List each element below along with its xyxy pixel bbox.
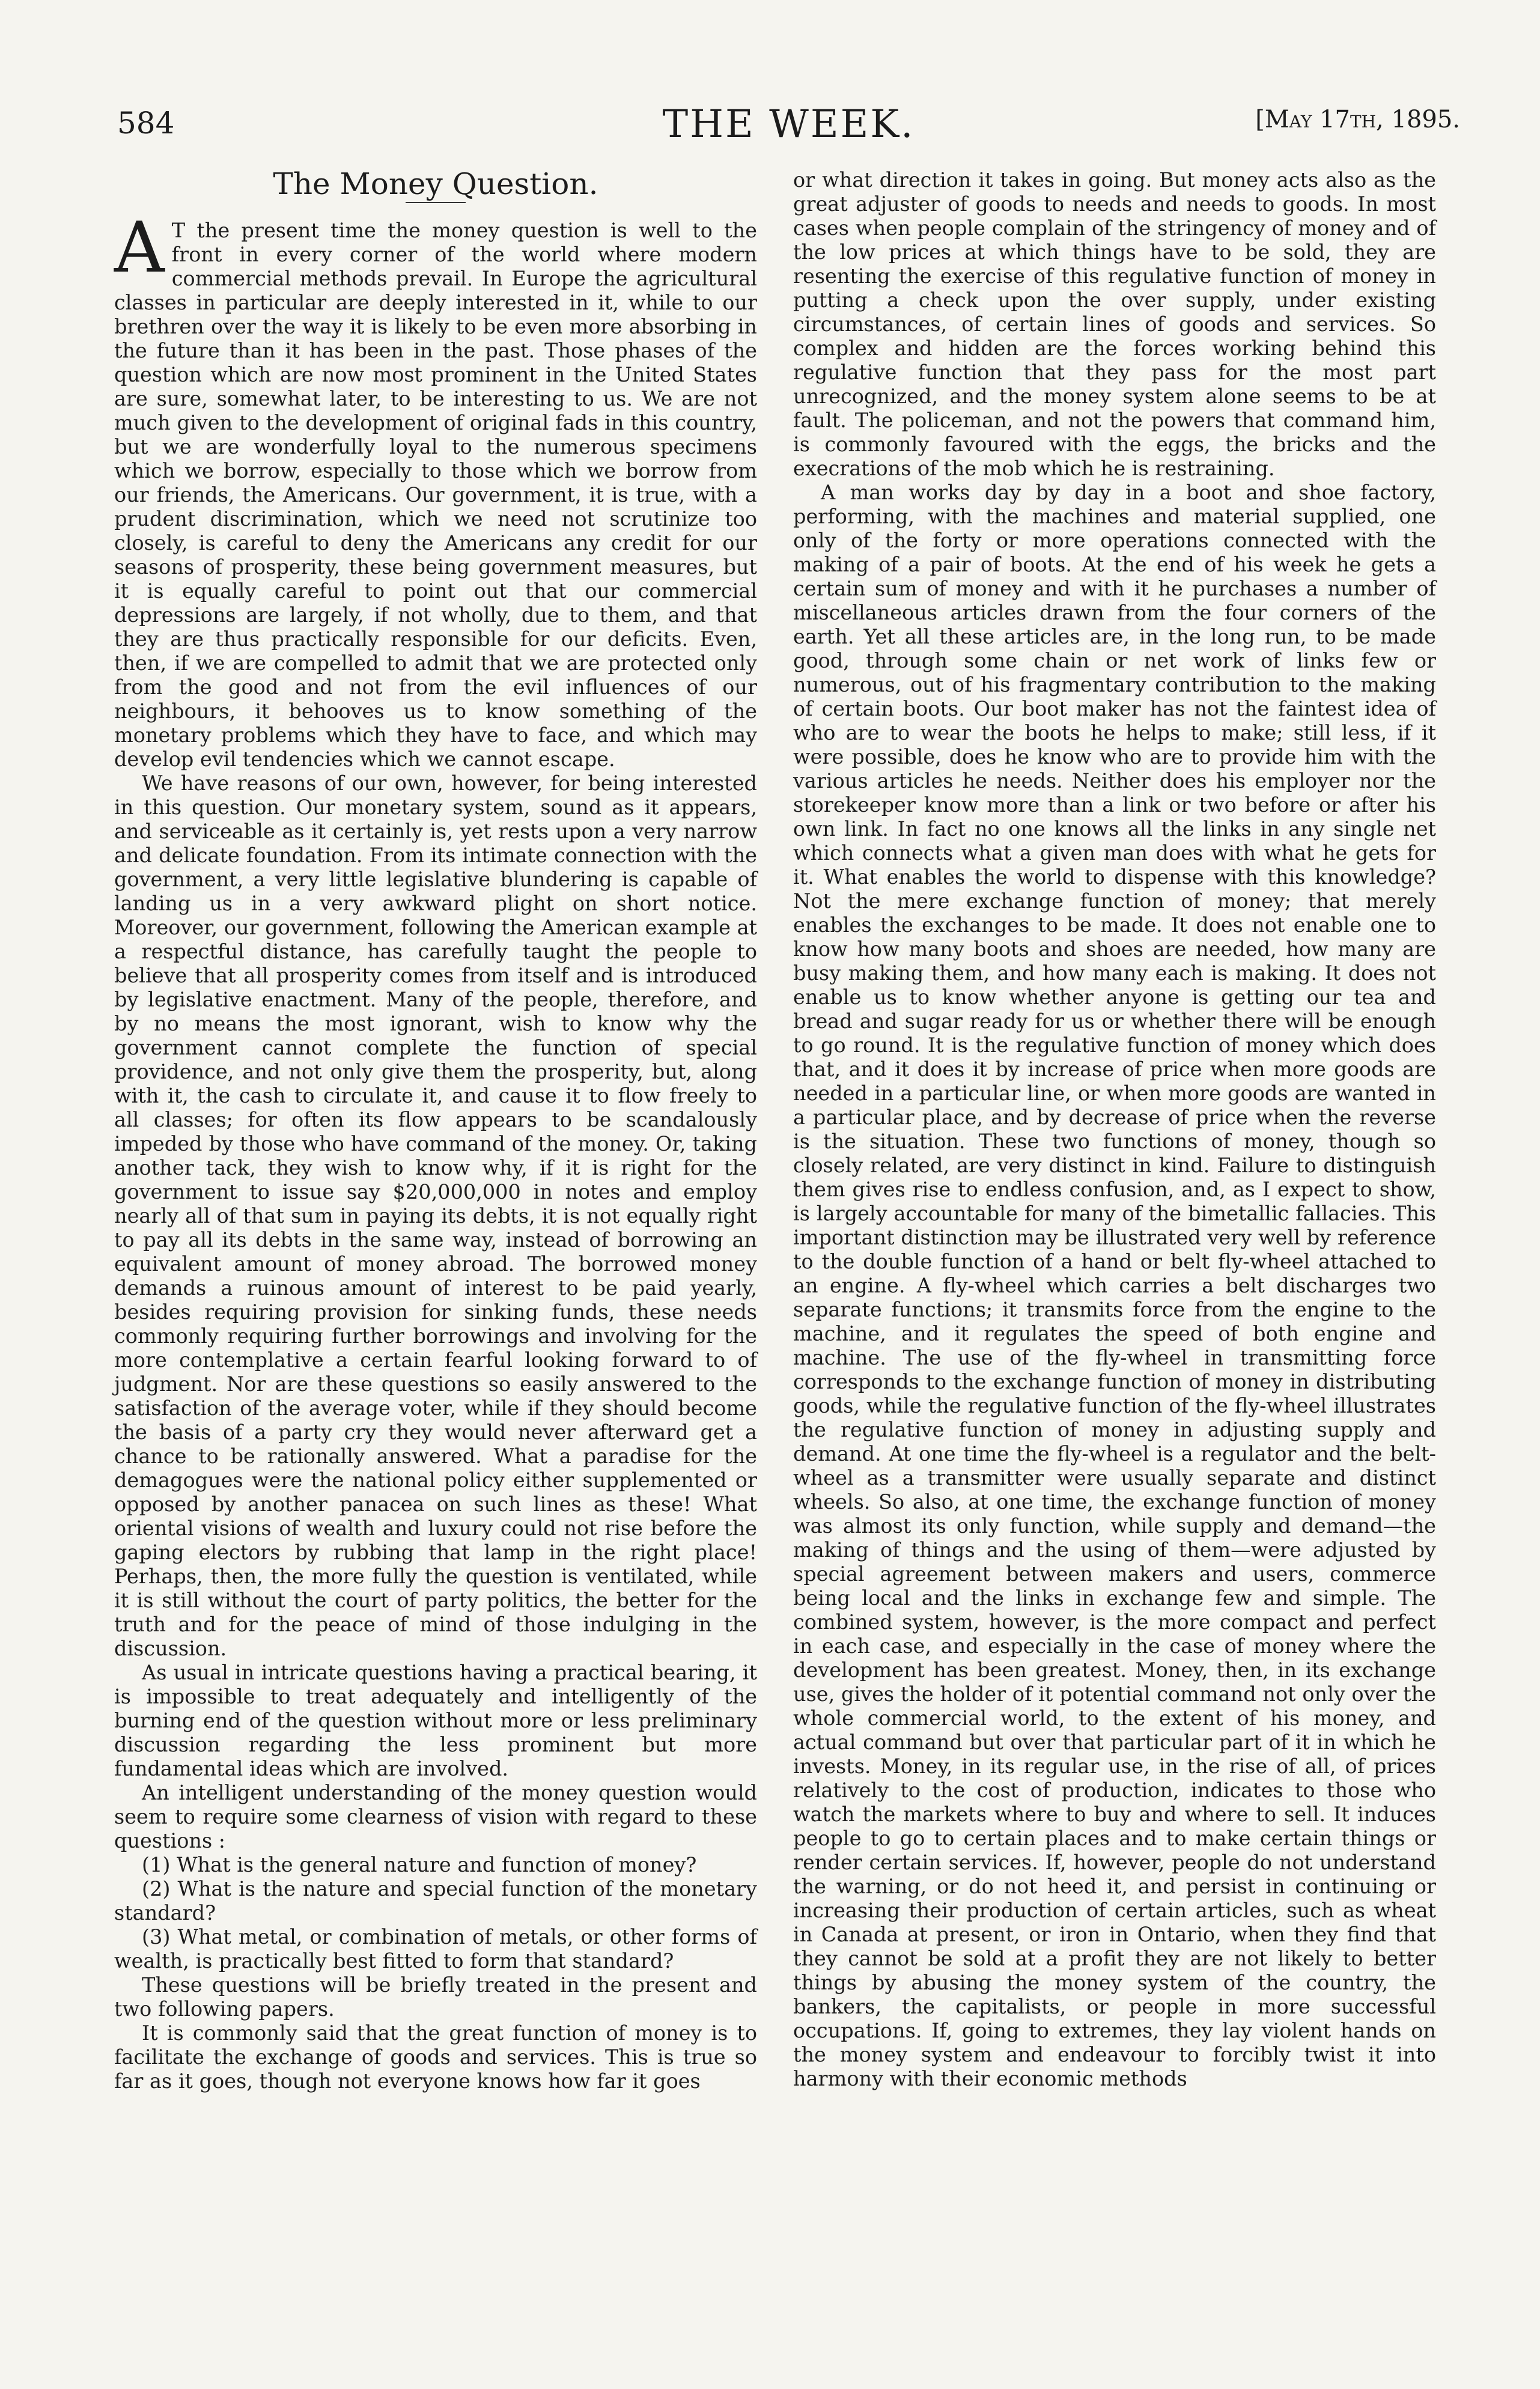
question-item: (1) What is the general nature and function of money? (142, 1853, 697, 1876)
paragraph: We have reasons of our own, however, for being interested in this question. Our monetary system, sound as it appears, and serviceable as it certainly is, yet rests upon a very narrow and delicate foundation. From its intimate connection with the government, a very little legislative blundering is capable of landing us in a very awkward plight on short notice. Moreover, our government, following the American example at a respectful distance, has carefully taught the people to believe that all prosperity comes from itself and is introduced by legislative enactment. Many of the people, therefore, and by no means the most ignorant, wish to know why the government cannot complete the function of special providence, and not only give them the prosperity, but, along with it, the cash to circulate it, and cause it to flow freely to all classes; for often its flow appears to be scandalously impeded by those who have command of the money. Or, taking another tack, they wish to know why, if it is right for the government to issue say $20,000,000 in notes and employ nearly all of that sum in paying its debts, it is not equally right to pay all its debts in the same way, instead of borrowing an equivalent amount of money abroad. The borrowed money demands a ruinous amount of interest to be paid yearly, besides requiring provision for sinking funds, these needs commonly requiring further borrowings and involving for the more contemplative a certain fearful looking forward to of judgment. Nor are these questions so easily answered to the satisfaction of the average voter, while if they should become the basis of a party cry they would never afterward get a chance to be rationally answered. What a paradise for the demagogues were the national policy either supplemented or opposed by another panacea on such lines as these! What oriental visions of wealth and luxury could not rise before the gaping electors by rubbing that lamp in the right place! Perhaps, then, the more fully the question is ventilated, while it is still without the court of party politics, the better for the truth and for the peace of mind of those indulging in the discussion. (114, 771, 757, 1660)
left-column (114, 168, 757, 2355)
publication-title: THE WEEK. (662, 102, 915, 147)
paragraph: A man works day by day in a boot and shoe factory, performing, with the machines and material supplied, one only of the forty or more operations connected with the making of a pair of boots. At the end of his week he gets a certain sum of money and with it he purchases a number of miscellaneous articles drawn from the four corners of the earth. Yet all these articles are, in the long run, to be made good, through some chain or net work of links few or numerous, out of his fragmentary contribution to the making of certain boots. Our boot maker has not the faintest idea of who are to wear the boots he helps to make; still less, if it were possible, does he know who are to provide him with the various articles he needs. Neither does his employer nor the storekeeper know more than a link or two before or after his own link. In fact no one knows all the links in any single net which connects what a given man does with what he gets for it. What enables the world to dispense with this knowledge? Not the mere exchange function of money; that merely enables the exchanges to be made. It does not enable one to know how many boots and shoes are needed, how many are busy making them, and how many each is making. It does not enable us to know whether anyone is getting our tea and bread and sugar ready for us or whether there will be enough to go round. It is the regulative function of money which does that, and it does it by increase of price when more goods are needed in a particular line, or when more goods are wanted in a particular place, and by decrease of price when the reverse is the situation. These two functions of money, though so closely related, are very distinct in kind. Failure to distinguish them gives rise to endless confusion, and, as I expect to show, is largely accountable for many of the bimetallic fallacies. This important distinction may be illustrated very well by reference to the double function of a hand or belt fly-wheel attached to an engine. A fly-wheel which carries a belt discharges two separate functions; it transmits force from the engine to the machine, and it regulates the speed of both engine and machine. The use of the fly-wheel in transmitting force corresponds to the exchange function of money in distributing goods, while the regulative function of the fly-wheel illustrates the regulative function of money in adjusting supply and demand. At one time the fly-wheel is a regulator and the belt-wheel as a transmitter were usually separate and distinct wheels. So also, at one time, the exchange function of money was almost its only function, while supply and demand—the making of things and the using of them—were adjusted by special agreement between makers and users, commerce being local and the links in exchange few and simple. The combined system, however, is the more compact and perfect in each case, and especially in the case of money where the development has been greatest. Money, then, in its exchange use, gives the holder of it potential command not only over the whole commercial world, to the extent of his money, and actual command but over that particular part of it in which he invests. Money, in its regular use, in the rise of all, of prices relatively to the cost of production, indicates to those who watch the markets where to buy and where to sell. It induces people to go to certain places and to make certain things or render certain services. If, however, people do not understand the warning, or do not heed it, and persist in continuing or increasing their production of certain articles, such as wheat in Canada at present, or iron in Ontario, when they find that they cannot be sold at a profit they are not likely to better things by abusing the money system of the country, the bankers, the capitalists, or people in more successful occupations. If, going to extremes, they lay violent hands on the money system and endeavour to forcibly twist it into harmony with their economic methods (793, 481, 1436, 2090)
paragraph: As usual in intricate questions having a practical bearing, it is impossible to treat adequately and intelligently of the burning end of the question without more or less preliminary discussion regarding the less prominent but more fundamental ideas which are involved. (114, 1661, 757, 1780)
drop-cap: A (114, 207, 165, 288)
paragraph: These questions will be briefly treated in the present and two following papers. (114, 1973, 757, 2021)
paragraph (114, 207, 757, 771)
paragraph: An intelligent understanding of the money question would seem to require some clearness of vision with regard to these questions : (114, 1781, 757, 1852)
title-rule (406, 202, 466, 203)
paragraph: It is commonly said that the great function of money is to facilitate the exchange of goods and services. This is true so far as it goes, though not everyone knows how far it goes (114, 2021, 757, 2093)
paragraph-text: T the present time the money question is well to the front in every corner of the world where modern commercial methods prevail. In Europe the agricultural classes in particular are deeply interested in it, while to our brethren over the way it is likely to be even more absorbing in the future than it has been in the past. Those phases of the question which are now most prominent in the United States are sure, somewhat later, to be interesting to us. We are not much given to the development of original fads in this country, but we are wonderfully loyal to the numerous specimens which we borrow, especially to those which we borrow from our friends, the Americans. Our government, it is true, with a prudent discrimination, which we need not scrutinize too closely, is careful to deny the Americans any credit for our seasons of prosperity, these being government measures, but it is equally careful to point out that our commercial depressions are largely, if not wholly, due to them, and that they are thus practically responsible for our deficits. Even, then, if we are compelled to admit that we are protected only from the good and not from the evil influences of our neighbours, it behooves us to know something of the monetary problems which they have to face, and which may develop evil tendencies which we cannot escape. (114, 219, 757, 771)
right-column (793, 168, 1436, 2355)
article-title: The Money Question. (273, 166, 598, 201)
question-item: (2) What is the nature and special function of the monetary standard? (114, 1877, 757, 1925)
question-item: (3) What metal, or combination of metals, or other forms of wealth, is practically best fitted to form that standard? (114, 1925, 757, 1973)
issue-date: [May 17th, 1895. (1255, 106, 1460, 133)
page-number: 584 (117, 106, 175, 141)
page-header (117, 102, 1460, 148)
paragraph: or what direction it takes in going. But money acts also as the great adjuster of goods to needs and needs to goods. In most cases when people complain of the stringency of money and of the low prices at which things have to be sold, they are resenting the exercise of this regulative function of money in putting a check upon the over supply, under existing circumstances, of certain lines of goods and services. So complex and hidden are the forces working behind this regulative function that they pass for the most part unrecognized, and the money system alone seems to be at fault. The policeman, and not the powers that command him, is commonly favoured with the eggs, the bricks and the execrations of the mob which he is restraining. (793, 168, 1436, 480)
